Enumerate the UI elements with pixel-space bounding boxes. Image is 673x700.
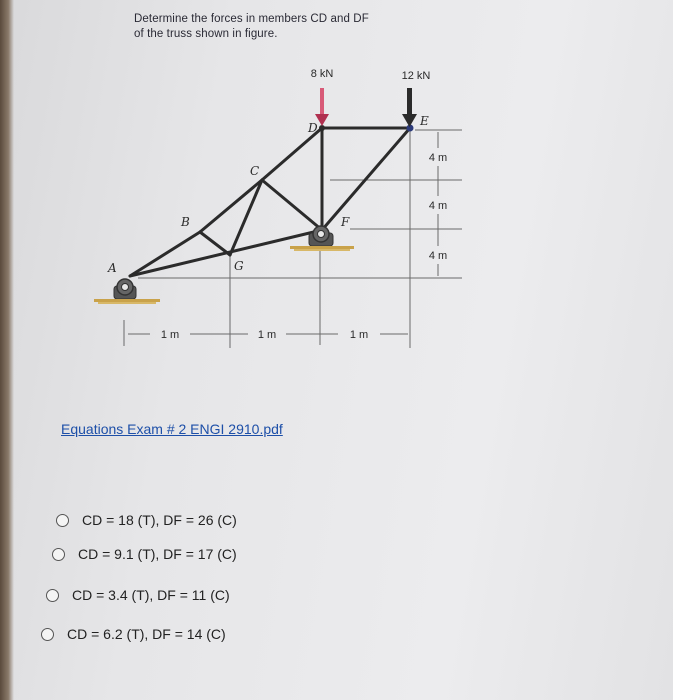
member-bg <box>200 232 230 255</box>
answer-option-label: CD = 6.2 (T), DF = 14 (C) <box>67 626 226 642</box>
load-arrow-e <box>402 88 417 127</box>
load-label-d: 8 kN <box>310 68 334 80</box>
joint-label-f: F <box>341 215 350 229</box>
pdf-attachment-link[interactable]: Equations Exam # 2 ENGI 2910.pdf <box>61 421 283 437</box>
answer-option-4[interactable] <box>41 626 226 642</box>
joint-label-c: C <box>250 164 260 178</box>
member-ef <box>322 128 410 230</box>
answer-option-1[interactable] <box>56 512 237 528</box>
pin-support-f <box>290 226 354 251</box>
dimension-lines <box>124 130 462 348</box>
member-af <box>130 230 322 276</box>
answer-option-label: CD = 9.1 (T), DF = 17 (C) <box>78 546 237 562</box>
member-cd <box>262 128 322 180</box>
answer-option-label: CD = 3.4 (T), DF = 11 (C) <box>72 587 230 603</box>
answer-option-2[interactable] <box>52 546 237 562</box>
load-label-e: 12 kN <box>401 70 431 82</box>
joint-label-e: E <box>420 114 429 128</box>
member-ab <box>130 232 200 276</box>
radio-button-icon[interactable] <box>41 628 54 641</box>
joint-label-d: D <box>308 121 318 135</box>
radio-button-icon[interactable] <box>56 514 69 527</box>
joint-label-a: A <box>108 261 117 275</box>
radio-button-icon[interactable] <box>46 589 59 602</box>
radio-button-icon[interactable] <box>52 548 65 561</box>
span-label-3: 1 m <box>349 329 369 341</box>
span-label-1: 1 m <box>160 329 180 341</box>
height-label-2: 4 m <box>428 200 448 212</box>
height-label-3: 4 m <box>428 250 448 262</box>
joint-label-b: B <box>181 215 190 229</box>
answer-option-3[interactable] <box>46 587 230 603</box>
answer-option-label: CD = 18 (T), DF = 26 (C) <box>82 512 237 528</box>
problem-line-2: of the truss shown in figure. <box>134 28 278 40</box>
pin-support-a <box>94 279 160 304</box>
span-label-2: 1 m <box>257 329 277 341</box>
joint-label-g: G <box>234 259 244 273</box>
member-cf <box>262 180 322 230</box>
truss-members <box>130 128 410 276</box>
member-bc <box>200 180 262 232</box>
height-label-1: 4 m <box>428 152 448 164</box>
problem-line-1: Determine the forces in members CD and DF <box>134 13 369 25</box>
member-cg <box>230 180 262 255</box>
